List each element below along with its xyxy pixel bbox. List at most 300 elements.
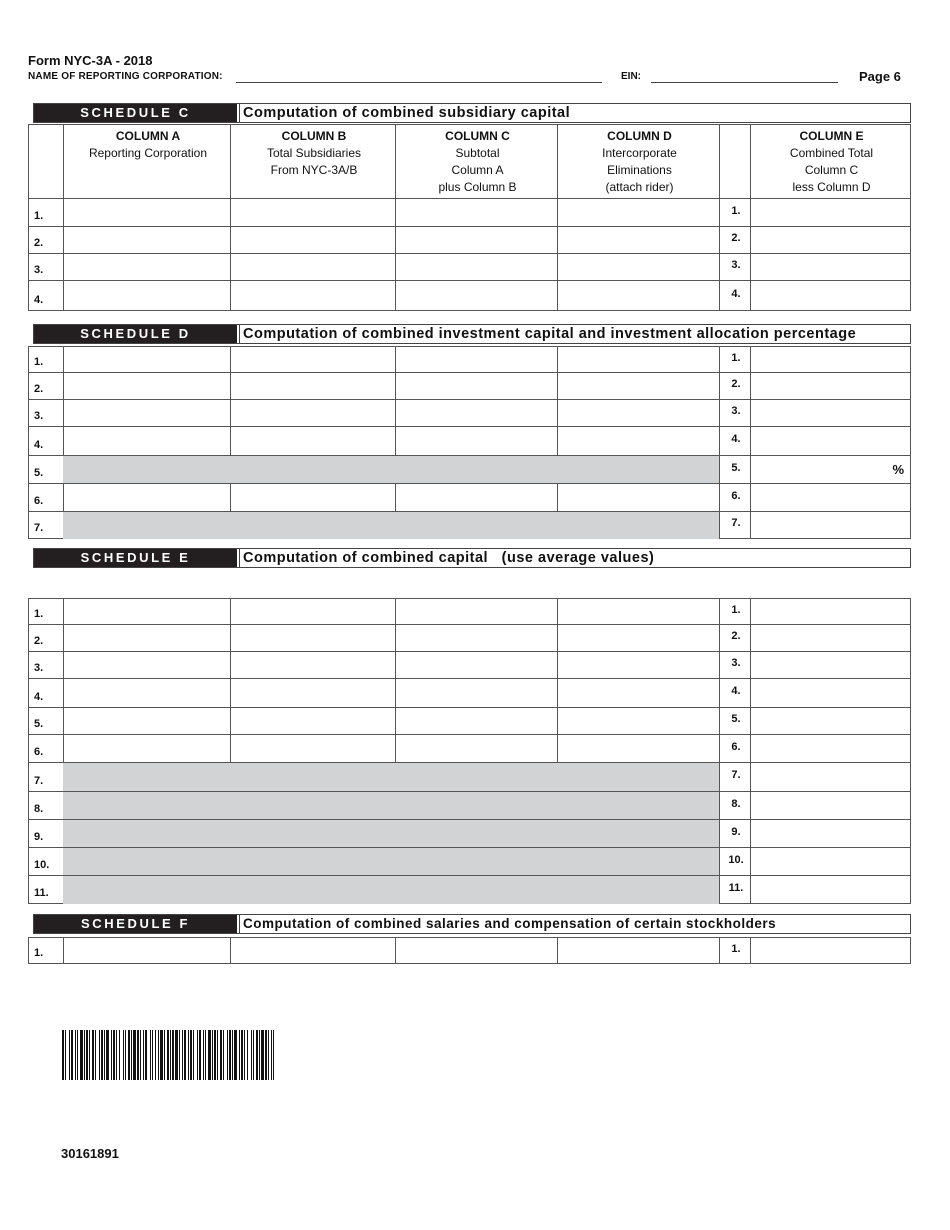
column-c-input[interactable] xyxy=(395,707,558,735)
barcode-bar xyxy=(223,1030,224,1080)
schedule-d-row-3 xyxy=(28,399,911,427)
line-number: 4. xyxy=(731,433,741,445)
line-number-cell xyxy=(28,399,64,427)
line-number-cell xyxy=(719,280,751,311)
schedule-e-row-9 xyxy=(28,819,911,848)
schedule-e-row-8 xyxy=(28,791,911,820)
barcode-bar xyxy=(131,1030,132,1080)
barcode-bar xyxy=(184,1030,186,1080)
shaded-area xyxy=(63,791,720,820)
barcode-bar xyxy=(150,1030,151,1080)
schedule-d-header xyxy=(33,324,911,344)
column-b-input[interactable] xyxy=(230,937,396,964)
line-number: 10. xyxy=(34,859,50,871)
column-a-input[interactable] xyxy=(63,937,231,964)
column-c-input[interactable] xyxy=(395,198,558,227)
column-d-input[interactable] xyxy=(557,937,720,964)
line-number-cell xyxy=(719,455,751,484)
column-a-input[interactable] xyxy=(63,678,231,708)
barcode-bar xyxy=(199,1030,201,1080)
line-number-cell xyxy=(719,483,751,512)
barcode-bar xyxy=(111,1030,112,1080)
line-number-cell xyxy=(719,678,751,708)
column-a-input[interactable] xyxy=(63,624,231,652)
column-d-input[interactable] xyxy=(557,426,720,456)
column-c-input[interactable] xyxy=(395,426,558,456)
line-number: 1. xyxy=(34,356,44,368)
column-e-input[interactable] xyxy=(750,847,911,876)
barcode-bar xyxy=(217,1030,218,1080)
schedule-e-row-10 xyxy=(28,847,911,876)
line-number: 4. xyxy=(34,439,44,451)
barcode-bar xyxy=(271,1030,272,1080)
line-number-cell xyxy=(719,847,751,876)
barcode-bar xyxy=(234,1030,237,1080)
schedule-c-header xyxy=(33,103,911,123)
barcode-bar xyxy=(190,1030,192,1080)
column-e-input[interactable] xyxy=(750,624,911,652)
column-d-input[interactable] xyxy=(557,598,720,625)
barcode-bar xyxy=(214,1030,216,1080)
line-number: 5. xyxy=(731,713,741,725)
column-c-header: COLUMN C Subtotal Column A plus Column B xyxy=(395,124,558,199)
column-b-input[interactable] xyxy=(230,253,396,281)
column-b-input[interactable] xyxy=(230,651,396,679)
column-e-input[interactable] xyxy=(750,762,911,792)
column-e-input[interactable] xyxy=(750,280,911,311)
schedule-e-row-1 xyxy=(28,598,911,625)
corporation-name-label: NAME OF REPORTING CORPORATION: xyxy=(28,71,223,82)
ein-label: EIN: xyxy=(621,71,641,82)
schedule-d-row-2 xyxy=(28,372,911,400)
page-number: Page 6 xyxy=(859,69,901,84)
barcode-bar xyxy=(143,1030,144,1080)
barcode-bar xyxy=(84,1030,85,1080)
column-a-input[interactable] xyxy=(63,598,231,625)
corporation-name-field[interactable] xyxy=(236,82,602,83)
column-d-input[interactable] xyxy=(557,483,720,512)
shaded-area xyxy=(63,455,720,484)
column-c-input[interactable] xyxy=(395,372,558,400)
barcode-bar xyxy=(164,1030,165,1080)
barcode-bar xyxy=(65,1030,66,1080)
line-number: 2. xyxy=(731,232,741,244)
schedule-c-row-3 xyxy=(28,253,911,281)
barcode-bar xyxy=(265,1030,267,1080)
line-number: 5. xyxy=(34,467,44,479)
column-b-input[interactable] xyxy=(230,198,396,227)
line-number: 8. xyxy=(731,797,741,810)
column-e-input[interactable] xyxy=(750,791,911,820)
column-a-input[interactable] xyxy=(63,372,231,400)
line-number: 2. xyxy=(34,237,44,249)
barcode-bar xyxy=(95,1030,96,1080)
column-e-input[interactable] xyxy=(750,483,911,512)
barcode-bar xyxy=(86,1030,88,1080)
column-e-input[interactable] xyxy=(750,511,911,539)
barcode-bar xyxy=(167,1030,169,1080)
barcode-bar xyxy=(62,1030,64,1080)
ein-field[interactable] xyxy=(651,82,838,83)
barcode-bar xyxy=(137,1030,139,1080)
schedule-c-title: Computation of combined subsidiary capital xyxy=(243,105,571,121)
schedule-e-tag: SCHEDULE E xyxy=(34,549,237,567)
barcode-bar xyxy=(251,1030,252,1080)
barcode-bar xyxy=(152,1030,153,1080)
schedule-e-title: Computation of combined capital (use average values) xyxy=(243,550,655,566)
line-number: 3. xyxy=(731,259,741,271)
column-d-input[interactable] xyxy=(557,372,720,400)
line-number: 4. xyxy=(731,287,741,300)
shaded-area xyxy=(63,511,720,539)
column-d-input[interactable] xyxy=(557,226,720,254)
line-number: 6. xyxy=(34,495,44,507)
barcode-bar xyxy=(133,1030,136,1080)
barcode-bar xyxy=(92,1030,94,1080)
column-a-input[interactable] xyxy=(63,426,231,456)
line-number: 3. xyxy=(731,657,741,669)
line-number: 3. xyxy=(34,264,44,276)
schedule-c-row-1 xyxy=(28,198,911,227)
line-number-cell xyxy=(719,226,751,254)
barcode-bar xyxy=(227,1030,228,1080)
barcode-bar xyxy=(259,1030,260,1080)
column-e-input[interactable] xyxy=(750,226,911,254)
line-number: 7. xyxy=(731,769,741,781)
line-number-cell xyxy=(719,426,751,456)
line-number: 7. xyxy=(34,522,44,534)
column-a-input[interactable] xyxy=(63,253,231,281)
schedule-c-column-headers xyxy=(28,124,911,199)
line-number-cell xyxy=(28,734,64,763)
column-e-input[interactable] xyxy=(750,399,911,427)
line-number-cell xyxy=(28,847,64,876)
barcode-bar xyxy=(205,1030,206,1080)
column-e-input[interactable] xyxy=(750,253,911,281)
column-c-input[interactable] xyxy=(395,651,558,679)
barcode-bar xyxy=(188,1030,189,1080)
barcode-bar xyxy=(203,1030,204,1080)
shaded-area xyxy=(63,875,720,904)
column-e-input[interactable] xyxy=(750,426,911,456)
line-number-cell xyxy=(28,624,64,652)
barcode-bar xyxy=(77,1030,78,1080)
column-e-input[interactable] xyxy=(750,346,911,373)
column-b-input[interactable] xyxy=(230,399,396,427)
line-number: 1. xyxy=(731,603,741,616)
column-d-input[interactable] xyxy=(557,399,720,427)
column-b-input[interactable] xyxy=(230,280,396,311)
line-number: 1. xyxy=(34,947,44,959)
schedule-d-tag: SCHEDULE D xyxy=(34,325,237,343)
column-e-input[interactable] xyxy=(750,198,911,227)
line-number-cell xyxy=(719,624,751,652)
schedule-f-header xyxy=(33,914,911,934)
schedule-c-tag: SCHEDULE C xyxy=(34,104,237,122)
schedule-c-row-2 xyxy=(28,226,911,254)
column-a-header: COLUMN A Reporting Corporation xyxy=(63,124,231,199)
form-number: 30161891 xyxy=(61,1146,119,1161)
column-b-input[interactable] xyxy=(230,734,396,763)
schedule-d-row-7 xyxy=(28,511,911,539)
column-a-input[interactable] xyxy=(63,734,231,763)
column-a-input[interactable] xyxy=(63,707,231,735)
line-number: 10. xyxy=(728,853,744,866)
line-number-cell xyxy=(719,707,751,735)
schedule-e-row-5 xyxy=(28,707,911,735)
barcode-bar xyxy=(140,1030,141,1080)
barcode xyxy=(62,1030,274,1080)
barcode-bar xyxy=(241,1030,243,1080)
column-d-input[interactable] xyxy=(557,624,720,652)
column-c-input[interactable] xyxy=(395,280,558,311)
column-e-input[interactable] xyxy=(750,372,911,400)
barcode-bar xyxy=(89,1030,90,1080)
line-number-cell xyxy=(28,280,64,311)
column-b-input[interactable] xyxy=(230,678,396,708)
line-number-cell xyxy=(28,651,64,679)
line-number-cell xyxy=(28,791,64,820)
line-number: 5. xyxy=(34,718,44,730)
column-e-input[interactable] xyxy=(750,455,911,484)
line-number-cell xyxy=(28,483,64,512)
column-b-input[interactable] xyxy=(230,372,396,400)
column-a-input[interactable] xyxy=(63,346,231,373)
schedule-d-row-4 xyxy=(28,426,911,456)
line-number-cell xyxy=(28,455,64,484)
column-c-input[interactable] xyxy=(395,253,558,281)
line-number-cell xyxy=(719,198,751,227)
line-number-cell xyxy=(28,762,64,792)
line-number-cell xyxy=(28,875,64,904)
barcode-bar xyxy=(212,1030,213,1080)
line-number: 6. xyxy=(731,489,741,502)
column-c-input[interactable] xyxy=(395,346,558,373)
column-a-input[interactable] xyxy=(63,483,231,512)
schedule-f-tag: SCHEDULE F xyxy=(34,915,237,933)
line-number-cell xyxy=(28,372,64,400)
line-number: 8. xyxy=(34,803,44,815)
column-c-input[interactable] xyxy=(395,399,558,427)
form-title: Form NYC-3A - 2018 xyxy=(28,53,153,68)
line-number-cell xyxy=(28,198,64,227)
line-number-cell xyxy=(719,399,751,427)
column-e-header: COLUMN E Combined Total Column C less Column D xyxy=(750,124,911,199)
column-d-input[interactable] xyxy=(557,678,720,708)
column-e-input[interactable] xyxy=(750,651,911,679)
column-b-input[interactable] xyxy=(230,346,396,373)
line-number: 4. xyxy=(34,691,44,703)
column-e-input[interactable] xyxy=(750,707,911,735)
schedule-d-title: Computation of combined investment capital and investment allocation percentage xyxy=(243,326,857,342)
line-number: 3. xyxy=(34,662,44,674)
barcode-bar xyxy=(128,1030,130,1080)
line-number-cell xyxy=(719,651,751,679)
barcode-bar xyxy=(113,1030,115,1080)
schedule-e-row-3 xyxy=(28,651,911,679)
column-b-input[interactable] xyxy=(230,707,396,735)
line-number: 7. xyxy=(731,517,741,529)
column-d-input[interactable] xyxy=(557,651,720,679)
shaded-area xyxy=(63,847,720,876)
schedule-d-row-5 xyxy=(28,455,911,484)
column-d-header: COLUMN D Intercorporate Eliminations (attach rider) xyxy=(557,124,720,199)
barcode-bar xyxy=(80,1030,83,1080)
line-number: 9. xyxy=(731,825,741,838)
line-number: 4. xyxy=(731,685,741,697)
line-number-cell xyxy=(28,819,64,848)
line-number-cell xyxy=(28,426,64,456)
barcode-bar xyxy=(247,1030,248,1080)
barcode-bar xyxy=(155,1030,156,1080)
column-d-input[interactable] xyxy=(557,253,720,281)
schedule-d-row-6 xyxy=(28,483,911,512)
barcode-bar xyxy=(160,1030,163,1080)
barcode-bar xyxy=(244,1030,245,1080)
line-number: 3. xyxy=(34,410,44,422)
barcode-bar xyxy=(175,1030,178,1080)
barcode-bar xyxy=(119,1030,120,1080)
line-number-cell xyxy=(28,511,64,539)
column-b-input[interactable] xyxy=(230,483,396,512)
column-b-input[interactable] xyxy=(230,426,396,456)
column-b-header: COLUMN B Total Subsidiaries From NYC-3A/B xyxy=(230,124,396,199)
schedule-e-row-2 xyxy=(28,624,911,652)
column-e-input[interactable] xyxy=(750,875,911,904)
barcode-bar xyxy=(106,1030,109,1080)
column-a-input[interactable] xyxy=(63,399,231,427)
barcode-bar xyxy=(273,1030,274,1080)
line-number-cell xyxy=(719,734,751,763)
column-e-input[interactable] xyxy=(750,734,911,763)
line-number-cell xyxy=(719,937,751,964)
column-b-input[interactable] xyxy=(230,624,396,652)
column-d-input[interactable] xyxy=(557,198,720,227)
line-number: 1. xyxy=(731,204,741,217)
line-number: 11. xyxy=(728,881,744,894)
line-number-cell xyxy=(719,791,751,820)
line-number-cell xyxy=(28,253,64,281)
line-number: 2. xyxy=(731,630,741,642)
line-number-cell xyxy=(28,598,64,625)
line-number-cell xyxy=(28,707,64,735)
schedule-e-header xyxy=(33,548,911,568)
schedule-f-title: Computation of combined salaries and compensation of certain stockholders xyxy=(243,916,777,931)
barcode-bar xyxy=(125,1030,126,1080)
line-number: 1. xyxy=(34,608,44,620)
column-c-input[interactable] xyxy=(395,937,558,964)
percent-sign: % xyxy=(892,461,904,477)
line-number: 6. xyxy=(34,746,44,758)
barcode-bar xyxy=(71,1030,73,1080)
line-number-cell xyxy=(28,346,64,373)
line-number: 4. xyxy=(34,294,44,306)
column-b-input[interactable] xyxy=(230,226,396,254)
line-number: 2. xyxy=(731,378,741,390)
line-number: 7. xyxy=(34,775,44,787)
line-number: 2. xyxy=(34,635,44,647)
barcode-bar xyxy=(253,1030,254,1080)
barcode-bar xyxy=(101,1030,103,1080)
column-e-input[interactable] xyxy=(750,819,911,848)
line-number-cell xyxy=(719,875,751,904)
line-number: 5. xyxy=(731,461,741,474)
line-number: 1. xyxy=(34,210,44,222)
line-number: 6. xyxy=(731,740,741,753)
line-number: 2. xyxy=(34,383,44,395)
barcode-bar xyxy=(268,1030,269,1080)
schedule-d-row-1 xyxy=(28,346,911,373)
schedule-e-row-4 xyxy=(28,678,911,708)
barcode-bar xyxy=(158,1030,159,1080)
line-number-cell xyxy=(28,226,64,254)
column-c-input[interactable] xyxy=(395,678,558,708)
line-number: 11. xyxy=(34,887,49,899)
shaded-area xyxy=(63,819,720,848)
column-e-input[interactable] xyxy=(750,598,911,625)
barcode-bar xyxy=(261,1030,264,1080)
barcode-bar xyxy=(182,1030,183,1080)
column-c-input[interactable] xyxy=(395,226,558,254)
line-number: 9. xyxy=(34,831,44,843)
barcode-bar xyxy=(145,1030,147,1080)
column-c-input[interactable] xyxy=(395,483,558,512)
line-number-cell xyxy=(719,253,751,281)
barcode-bar xyxy=(170,1030,171,1080)
barcode-bar xyxy=(172,1030,174,1080)
line-number-cell xyxy=(719,346,751,373)
column-a-input[interactable] xyxy=(63,651,231,679)
line-number: 1. xyxy=(731,942,741,955)
barcode-bar xyxy=(197,1030,198,1080)
column-a-input[interactable] xyxy=(63,198,231,227)
barcode-bar xyxy=(123,1030,124,1080)
column-d-input[interactable] xyxy=(557,707,720,735)
schedule-c-row-4 xyxy=(28,280,911,311)
column-e-input[interactable] xyxy=(750,678,911,708)
column-c-input[interactable] xyxy=(395,734,558,763)
barcode-bar xyxy=(232,1030,233,1080)
line-number-cell xyxy=(719,762,751,792)
barcode-bar xyxy=(179,1030,180,1080)
schedule-e-row-7 xyxy=(28,762,911,792)
schedule-e-row-11 xyxy=(28,875,911,904)
column-a-input[interactable] xyxy=(63,226,231,254)
barcode-bar xyxy=(193,1030,194,1080)
barcode-bar xyxy=(104,1030,105,1080)
line-number: 1. xyxy=(731,351,741,364)
column-d-input[interactable] xyxy=(557,280,720,311)
column-d-input[interactable] xyxy=(557,346,720,373)
barcode-bar xyxy=(239,1030,240,1080)
column-c-input[interactable] xyxy=(395,624,558,652)
column-c-input[interactable] xyxy=(395,598,558,625)
barcode-bar xyxy=(75,1030,76,1080)
shaded-area xyxy=(63,762,720,792)
column-e-input[interactable] xyxy=(750,937,911,964)
column-d-input[interactable] xyxy=(557,734,720,763)
column-a-input[interactable] xyxy=(63,280,231,311)
line-number-cell xyxy=(719,819,751,848)
schedule-f-row-1 xyxy=(28,937,911,964)
barcode-bar xyxy=(208,1030,211,1080)
column-b-input[interactable] xyxy=(230,598,396,625)
schedule-e-row-6 xyxy=(28,734,911,763)
line-number: 3. xyxy=(731,405,741,417)
line-number-cell xyxy=(719,511,751,539)
barcode-bar xyxy=(116,1030,117,1080)
barcode-bar xyxy=(256,1030,258,1080)
